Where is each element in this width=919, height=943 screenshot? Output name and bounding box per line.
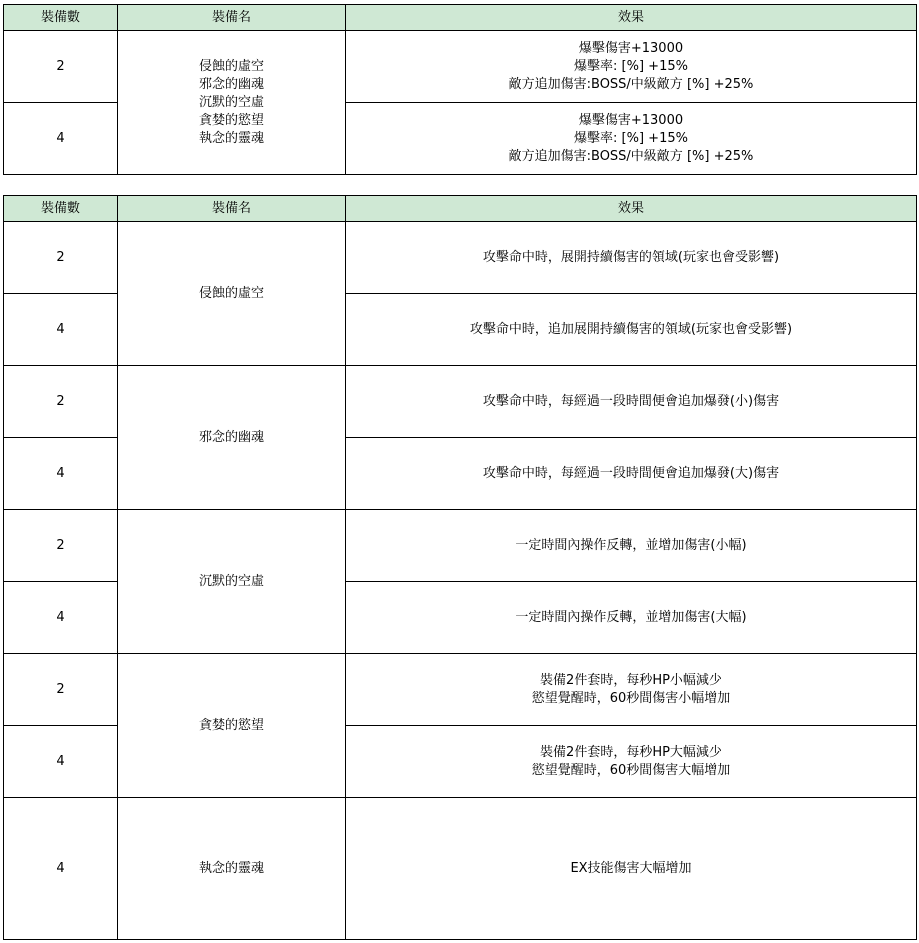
header-name: 裝備名 [118, 5, 346, 31]
effect-cell [346, 510, 917, 582]
effect-line: 爆擊率: [%] +15% [574, 58, 688, 74]
effect-line: 裝備2件套時，每秒HP小幅減少 [540, 672, 722, 688]
count-cell: 2 [4, 31, 118, 103]
effect-line: EX技能傷害大幅增加 [570, 860, 692, 876]
table-row [4, 222, 917, 294]
effect-cell [346, 31, 917, 103]
table-row [4, 510, 917, 582]
effect-line: 敵方追加傷害:BOSS/中級敵方 [%] +25% [508, 76, 754, 92]
effect-cell [346, 798, 917, 940]
count-cell: 4 [4, 798, 118, 940]
set-bonus-summary-table [3, 4, 917, 175]
effect-line: 攻擊命中時，展開持續傷害的領域(玩家也會受影響) [482, 249, 780, 265]
set-name: 侵蝕的虛空 [198, 58, 264, 74]
set-name: 邪念的幽魂 [198, 76, 264, 92]
header-effect: 效果 [346, 196, 917, 222]
count-cell: 4 [4, 582, 118, 654]
set-name-cell: 貪婪的慾望 [118, 654, 346, 798]
effect-cell [346, 438, 917, 510]
effect-cell [346, 294, 917, 366]
set-name-cell: 執念的靈魂 [118, 798, 346, 940]
count-cell: 4 [4, 726, 118, 798]
effect-line: 爆擊傷害+13000 [578, 40, 684, 56]
header-count: 裝備數 [4, 5, 118, 31]
set-names-cell [118, 31, 346, 175]
effect-cell [346, 726, 917, 798]
set-name-cell: 邪念的幽魂 [118, 366, 346, 510]
effect-line: 慾望覺醒時，60秒間傷害大幅增加 [531, 762, 731, 778]
set-bonus-detail-table [3, 195, 917, 940]
effect-line: 敵方追加傷害:BOSS/中級敵方 [%] +25% [508, 148, 754, 164]
count-cell: 2 [4, 366, 118, 438]
effect-cell [346, 222, 917, 294]
count-cell: 4 [4, 103, 118, 175]
effect-line: 攻擊命中時，追加展開持續傷害的領域(玩家也會受影響) [469, 321, 793, 337]
effect-line: 一定時間內操作反轉，並增加傷害(小幅) [515, 537, 747, 553]
effect-line: 一定時間內操作反轉，並增加傷害(大幅) [515, 609, 747, 625]
table-row [4, 31, 917, 103]
count-cell: 2 [4, 510, 118, 582]
table-header-row [4, 196, 917, 222]
set-name: 執念的靈魂 [198, 130, 264, 146]
set-name: 貪婪的慾望 [198, 112, 264, 128]
table-header-row [4, 5, 917, 31]
effect-line: 爆擊傷害+13000 [578, 112, 684, 128]
set-name-cell: 侵蝕的虛空 [118, 222, 346, 366]
count-cell: 2 [4, 654, 118, 726]
table-row [4, 798, 917, 940]
effect-line: 攻擊命中時，每經過一段時間便會追加爆發(小)傷害 [482, 393, 780, 409]
set-name-cell: 沉默的空虛 [118, 510, 346, 654]
header-name: 裝備名 [118, 196, 346, 222]
table-row [4, 366, 917, 438]
header-effect: 效果 [346, 5, 917, 31]
effect-line: 裝備2件套時，每秒HP大幅減少 [540, 744, 722, 760]
count-cell: 2 [4, 222, 118, 294]
effect-cell [346, 366, 917, 438]
effect-line: 攻擊命中時，每經過一段時間便會追加爆發(大)傷害 [482, 465, 780, 481]
effect-cell [346, 582, 917, 654]
effect-cell [346, 654, 917, 726]
header-count: 裝備數 [4, 196, 118, 222]
set-name: 沉默的空虛 [198, 94, 264, 110]
effect-line: 慾望覺醒時，60秒間傷害小幅增加 [531, 690, 731, 706]
effect-line: 爆擊率: [%] +15% [574, 130, 688, 146]
table-row [4, 654, 917, 726]
count-cell: 4 [4, 294, 118, 366]
effect-cell [346, 103, 917, 175]
count-cell: 4 [4, 438, 118, 510]
